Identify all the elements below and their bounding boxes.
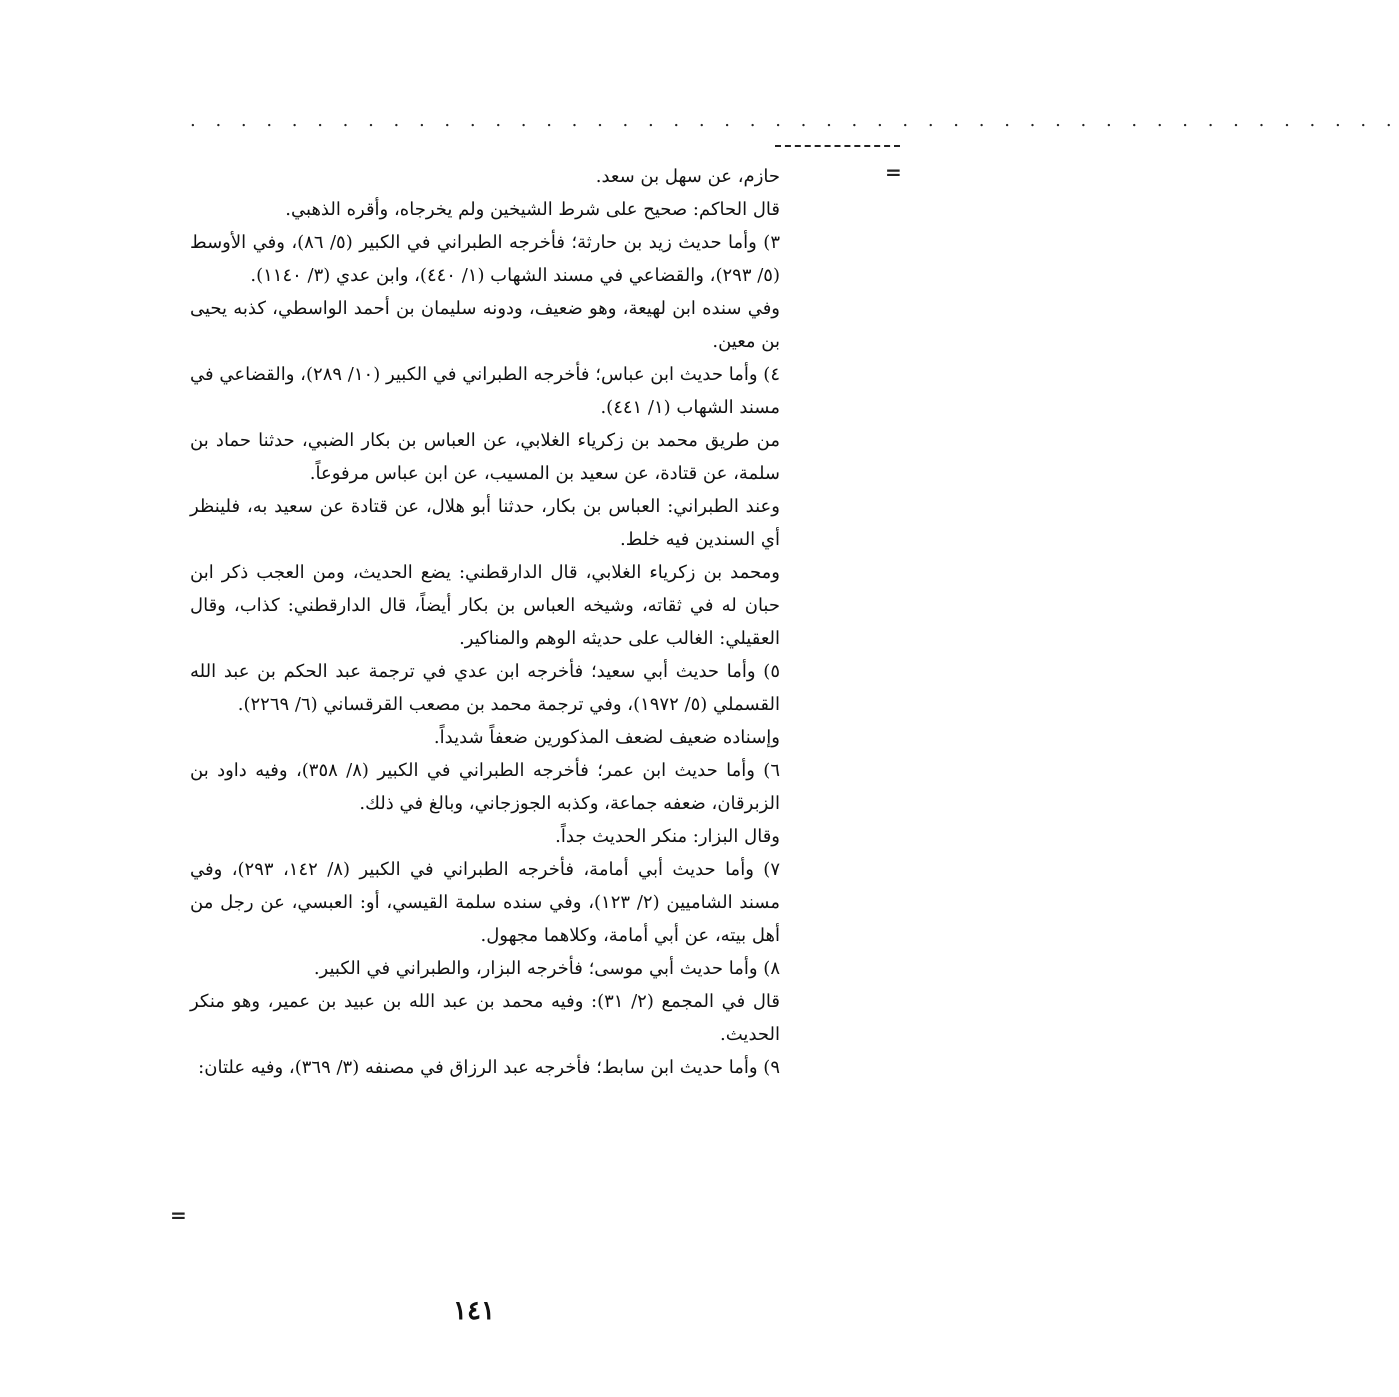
continuation-mark-bottom: =	[170, 1203, 187, 1227]
paragraph: ٤) وأما حديث ابن عباس؛ فأخرجه الطبراني في الكبير (١٠/ ٢٨٩)، والقضاعي في مسند الشهاب (١/ ٤٤١).	[190, 364, 780, 418]
page-number: ١٤١	[453, 1296, 495, 1326]
paragraph: وفي سنده ابن لهيعة، وهو ضعيف، ودونه سليمان بن أحمد الواسطي، كذبه يحيى بن معين.	[190, 298, 780, 352]
paragraph: وعند الطبراني: العباس بن بكار، حدثنا أبو هلال، عن قتادة عن سعيد به، فلينظر أي السندين فيه خلط.	[190, 496, 780, 550]
footnote-text	[190, 160, 780, 1084]
paragraph: ٨) وأما حديث أبي موسى؛ فأخرجه البزار، والطبراني في الكبير.	[313, 958, 780, 979]
paragraph: ٩) وأما حديث ابن سابط؛ فأخرجه عبد الرزاق في مصنفه (٣/ ٣٦٩)، وفيه علتان:	[198, 1057, 780, 1078]
paragraph: من طريق محمد بن زكرياء الغلابي، عن العباس بن بكار الضبي، حدثنا حماد بن سلمة، عن قتادة، عن سعيد بن المسيب، عن ابن عباس مرفوعاً.	[190, 430, 780, 484]
paragraph: ٣) وأما حديث زيد بن حارثة؛ فأخرجه الطبراني في الكبير (٥/ ٨٦)، وفي الأوسط (٥/ ٢٩٣)، والقضاعي في مسند الشهاب (١/ ٤٤٠)، وابن عدي (٣/ ١١٤٠).	[190, 232, 780, 286]
paragraph: وإسناده ضعيف لضعف المذكورين ضعفاً شديداً.	[433, 727, 780, 748]
paragraph: قال في المجمع (٢/ ٣١): وفيه محمد بن عبد الله بن عبيد بن عمير، وهو منكر الحديث.	[190, 991, 780, 1045]
paragraph: حازم، عن سهل بن سعد.	[595, 166, 780, 187]
continuation-mark-top: =	[885, 160, 902, 184]
paragraph: ٧) وأما حديث أبي أمامة، فأخرجه الطبراني في الكبير (٨/ ١٤٢، ٢٩٣)، وفي مسند الشاميين (٢/ ١٢٣)، وفي سنده سلمة القيسي، أو: العبسي، عن رجل من أهل بيته، عن أبي أمامة، وكلاهما مجهول.	[190, 859, 780, 946]
paragraph: وقال البزار: منكر الحديث جداً.	[555, 826, 780, 847]
paragraph: ٥) وأما حديث أبي سعيد؛ فأخرجه ابن عدي في ترجمة عبد الحكم بن عبد الله القسملي (٥/ ١٩٧٢)، وفي ترجمة محمد بن مصعب القرقساني (٦/ ٢٢٦٩).	[190, 661, 780, 715]
dotted-separator: . . . . . . . . . . . . . . . . . . . . . . . . . . . . . . . . . . . . . . . . . . . . . . . .	[190, 110, 1399, 131]
paragraph: قال الحاكم: صحيح على شرط الشيخين ولم يخرجاه، وأقره الذهبي.	[285, 199, 780, 220]
paragraph: ٦) وأما حديث ابن عمر؛ فأخرجه الطبراني في الكبير (٨/ ٣٥٨)، وفيه داود بن الزبرقان، ضعفه جماعة، وكذبه الجوزجاني، وبالغ في ذلك.	[190, 760, 781, 814]
paragraph: ومحمد بن زكرياء الغلابي، قال الدارقطني: يضع الحديث، ومن العجب ذكر ابن حبان له في ثقاته، وشيخه العباس بن بكار أيضاً، قال الدارقطني: كذاب، وقال العقيلي: الغالب على حديثه الوهم والمناكير.	[190, 562, 780, 649]
footnote-rule	[775, 145, 900, 147]
